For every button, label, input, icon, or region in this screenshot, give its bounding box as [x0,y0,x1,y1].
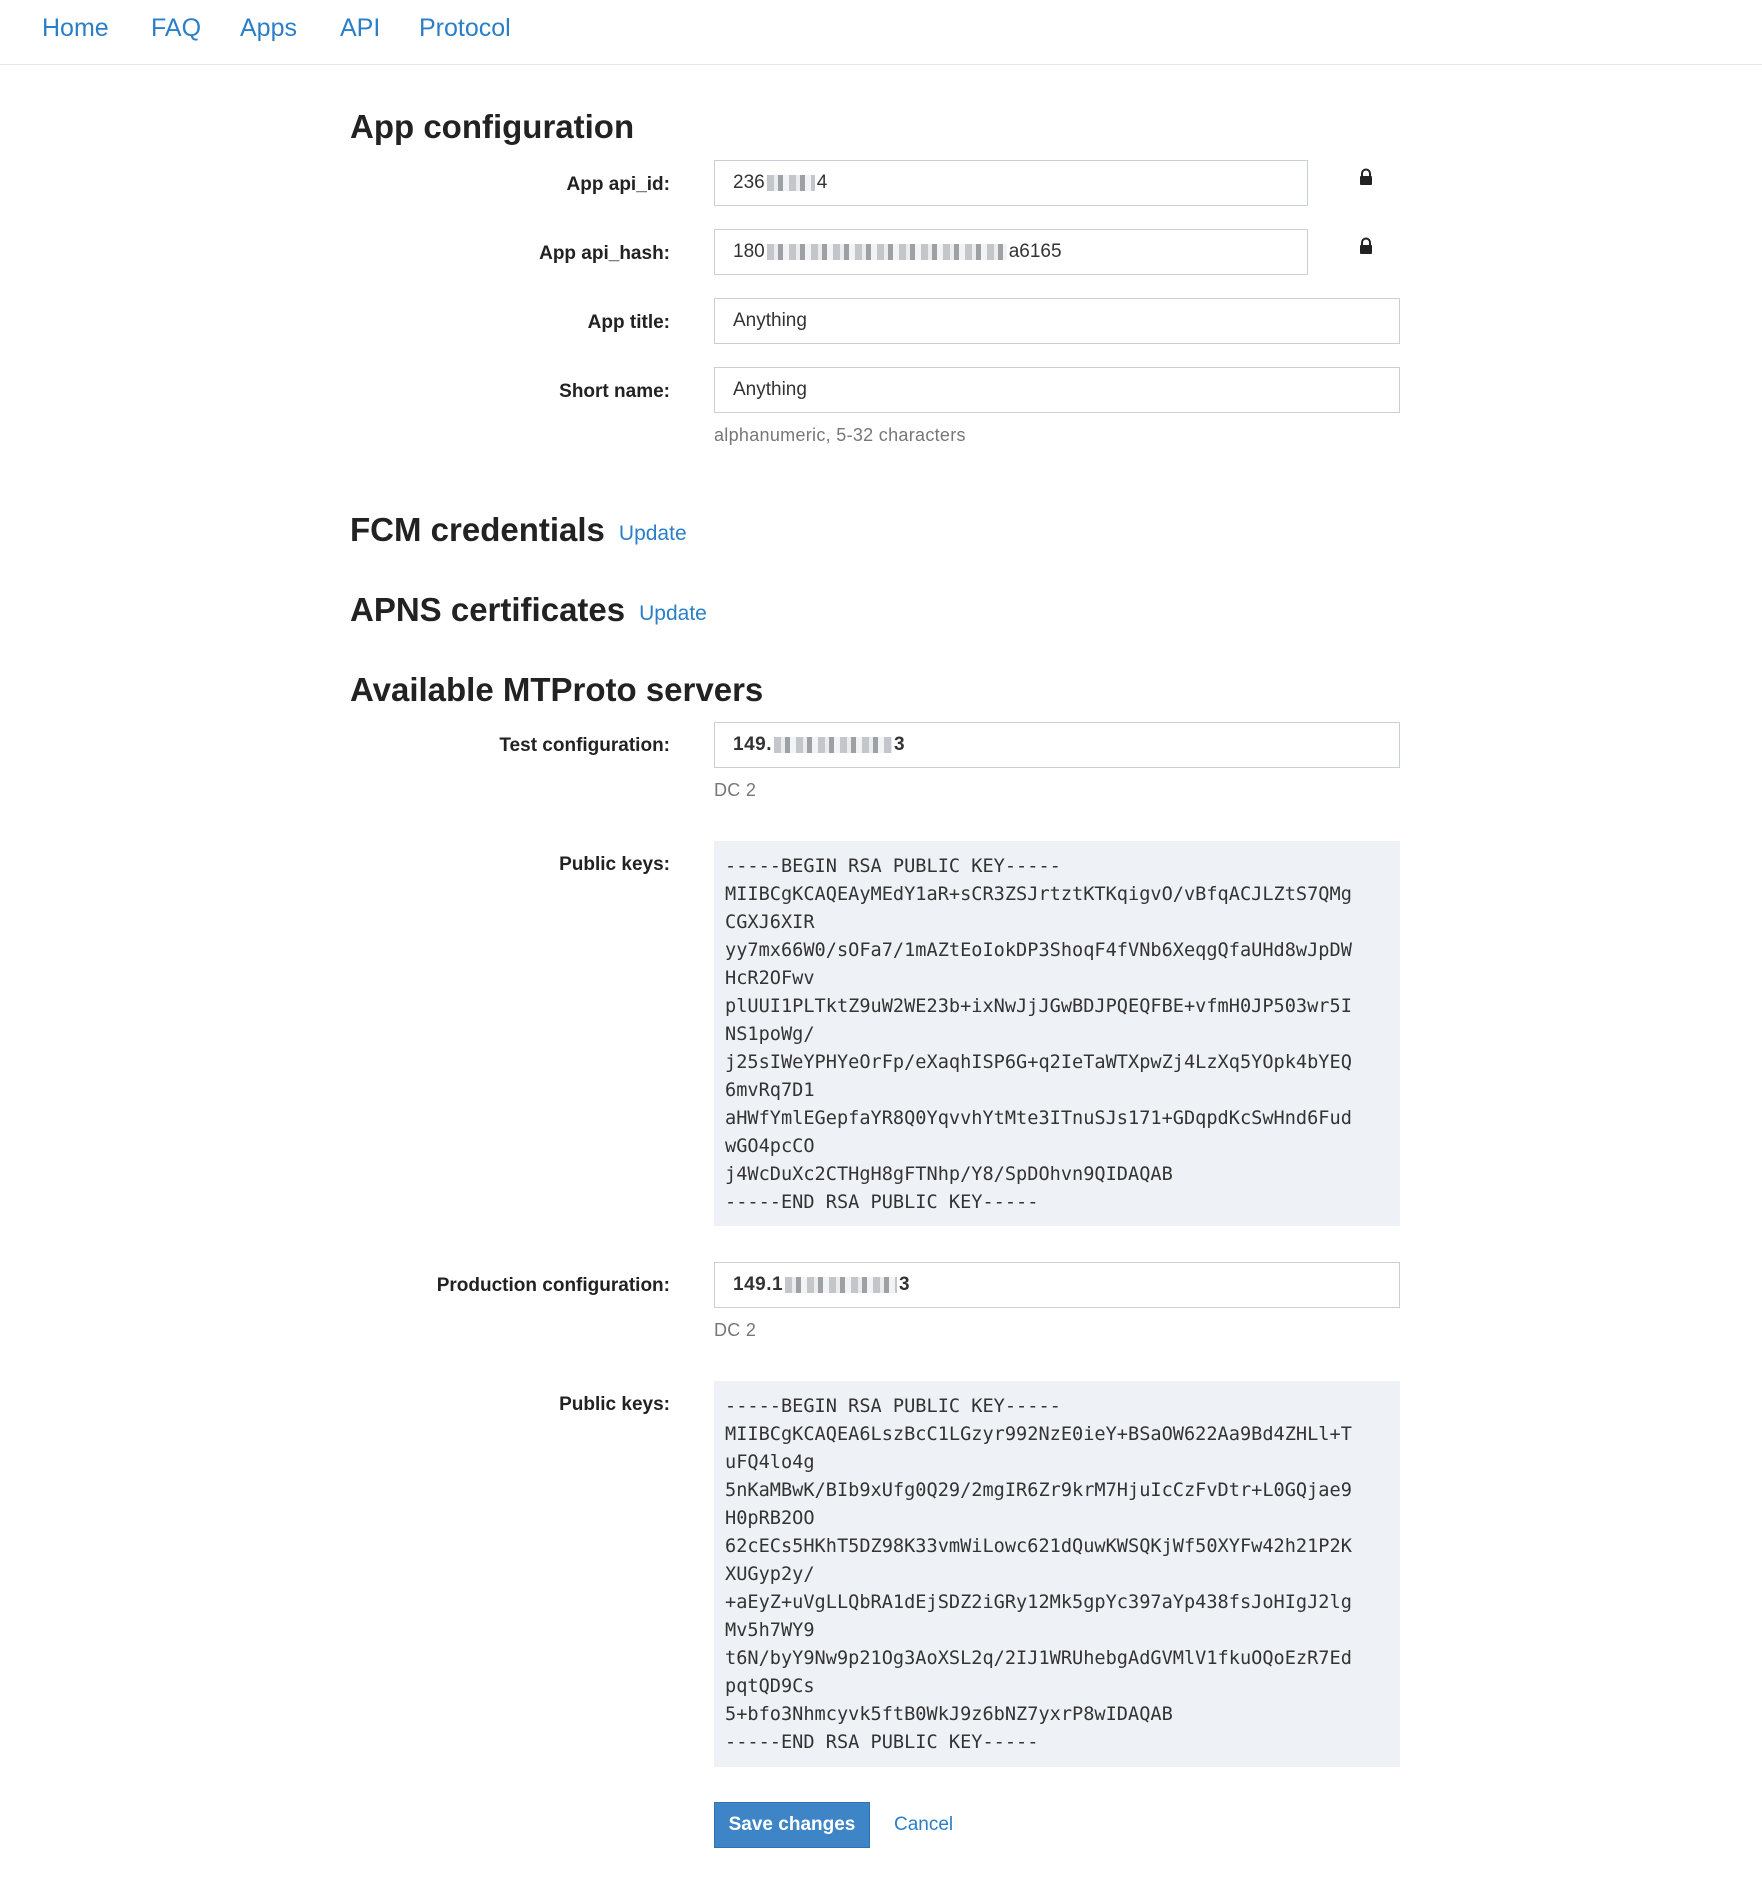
production-ip-suffix: 3 [899,1274,911,1295]
api-id-suffix: 4 [816,172,828,193]
production-ip-prefix: 149.1 [733,1274,784,1295]
nav-faq[interactable]: FAQ [151,14,202,42]
fcm-heading-text: FCM credentials [350,511,605,548]
production-public-key: -----BEGIN RSA PUBLIC KEY----- MIIBCgKCAQEA6LszBcC1LGzyr992NzE0ieY+BSaOW622Aa9Bd4ZHLl+T uFQ4lo4g 5nKaMBwK/BIb9xUfg0Q29/2mgIR6Zr9krM7HjuIcCzFvDtr+L0GQjae9 H0pRB2OO 62cECs5HKhT5DZ98K33vmWiLowc621dQuwKWSQKjWf50XYFw42h21P2K XUGyp2y/ +aEyZ+uVgLLQbRA1dEjSDZ2iGRy12Mk5gpYc397aYp438fsJoHIgJ2lg Mv5h7WY9 t6N/byY9Nw9p21Og3AoXSL2q/2IJ1WRUhebgAdGVMlV1fkuOQoEzR7Ed pqtQD9Cs 5+bfo3Nhmcyvk5ftB0WkJ9z6bNZ7yxrP8wIDAQAB -----END RSA PUBLIC KEY----- [714,1381,1400,1767]
apns-update-link[interactable]: Update [639,602,707,625]
apns-heading-text: APNS certificates [350,591,626,628]
save-changes-button[interactable]: Save changes [714,1802,870,1848]
short-name-label: Short name: [559,381,670,402]
nav-api[interactable]: API [340,14,381,42]
app-configuration-heading: App configuration [350,108,635,145]
fcm-update-link[interactable]: Update [618,522,687,545]
top-nav [0,0,1762,65]
test-config-field [714,722,1400,768]
api-hash-prefix: 180 [733,241,765,262]
fcm-heading [350,510,687,554]
api-id-label: App api_id: [566,174,670,195]
lock-icon [1357,168,1375,186]
production-keys-label: Public keys: [559,1394,670,1415]
short-name-input[interactable] [714,367,1400,413]
production-ip-redaction [785,1277,897,1293]
test-ip-prefix: 149. [733,734,772,755]
api-hash-redaction [767,244,1007,260]
nav-apps[interactable]: Apps [240,14,297,42]
test-public-key: -----BEGIN RSA PUBLIC KEY----- MIIBCgKCAQEAyMEdY1aR+sCR3ZSJrtztKTKqigvO/vBfqACJLZtS7QMg CGXJ6XIR yy7mx66W0/sOFa7/1mAZtEoIokDP3ShoqF4fVNb6XeqgQfaUHd8wJpDW HcR2OFwv plUUI1PLTktZ9uW2WE23b+ixNwJjJGwBDJPQEQFBE+vfmH0JP503wr5I NS1poWg/ j25sIWeYPHYeOrFp/eXaqhISP6G+q2IeTaWTXpwZj4LzXq5YOpk4bYEQ 6mvRq7D1 aHWfYmlEGepfaYR8Q0YqvvhYtMte3ITnuSJs171+GDqpdKcSwHnd6Fud wGO4pcCO j4WcDuXc2CTHgH8gFTNhp/Y8/SpDOhvn9QIDAQAB -----END RSA PUBLIC KEY----- [714,841,1400,1226]
test-config-label: Test configuration: [499,735,670,756]
app-title-label: App title: [587,312,670,333]
production-config-label: Production configuration: [436,1275,670,1296]
app-title-input[interactable] [714,298,1400,344]
apns-heading [350,590,707,634]
test-keys-label: Public keys: [559,854,670,875]
production-config-field [714,1262,1400,1308]
api-hash-field [714,229,1308,275]
cancel-link[interactable]: Cancel [894,1814,954,1835]
test-ip-redaction [774,737,892,753]
mtproto-heading: Available MTProto servers [350,671,764,708]
nav-protocol[interactable]: Protocol [419,14,511,42]
api-hash-label: App api_hash: [539,243,670,264]
api-id-prefix: 236 [733,172,765,193]
short-name-hint: alphanumeric, 5-32 characters [714,425,966,445]
api-id-redaction [767,175,815,191]
test-dc: DC 2 [714,780,757,800]
production-dc: DC 2 [714,1320,757,1340]
api-id-field [714,160,1308,206]
api-hash-suffix: a6165 [1008,241,1062,262]
test-ip-suffix: 3 [893,734,906,755]
nav-home[interactable]: Home [42,14,109,42]
lock-icon [1357,237,1375,255]
